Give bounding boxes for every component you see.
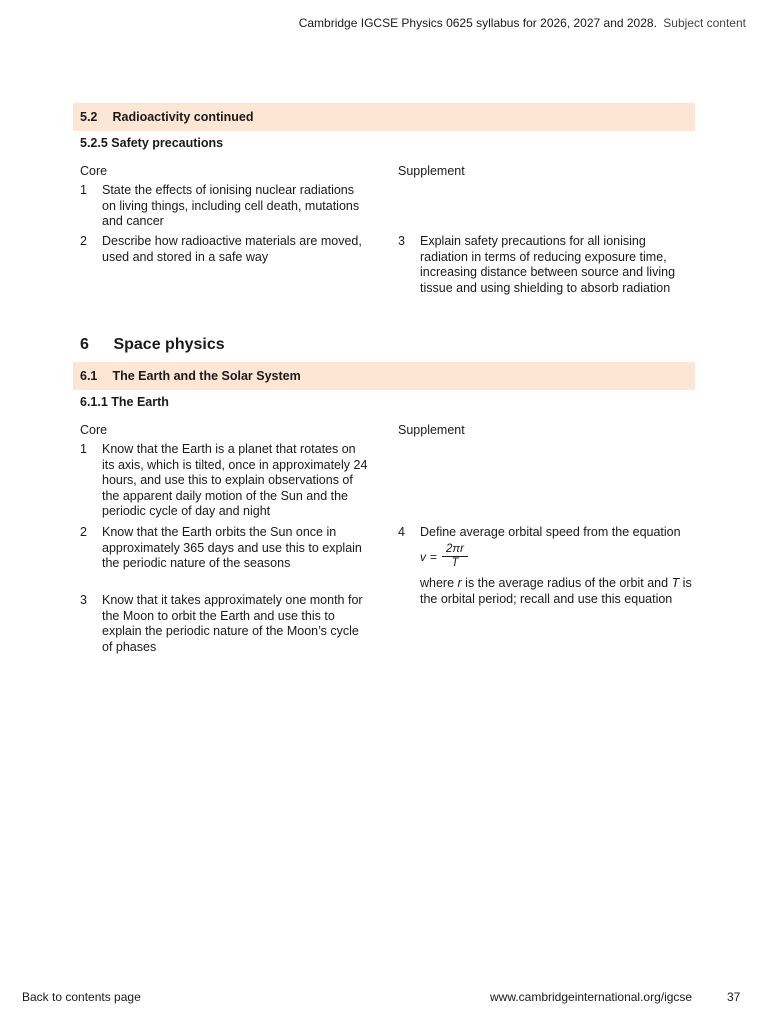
document-title: Cambridge IGCSE Physics 0625 syllabus for 2026, 2027 and 2028. bbox=[298, 16, 657, 30]
item-number: 3 bbox=[398, 234, 405, 248]
text-run: is the orbital period; recall and use this equation bbox=[420, 576, 692, 606]
core-item bbox=[80, 234, 370, 265]
subsection-heading: 6.1.1 The Earth bbox=[80, 395, 169, 409]
back-to-contents-link[interactable]: Back to contents page bbox=[22, 990, 141, 1004]
fraction bbox=[442, 543, 468, 570]
item-text: Explain safety precautions for all ionising radiation in terms of reducing exposure time, increasing distance between source and living tissue and using shielding to absorb radiation bbox=[420, 234, 676, 295]
section-number: 6.1 bbox=[80, 369, 98, 383]
core-item bbox=[80, 525, 370, 572]
section-bar-6-1 bbox=[73, 362, 695, 390]
item-number: 2 bbox=[80, 234, 87, 248]
chapter-heading bbox=[80, 336, 225, 354]
equals-sign: = bbox=[430, 550, 438, 564]
supplement-item bbox=[398, 525, 698, 541]
core-column-heading: Core bbox=[80, 164, 108, 178]
supplement-column-heading: Supplement bbox=[398, 423, 465, 437]
equation-lhs: v bbox=[420, 550, 426, 564]
text-run: is the average radius of the orbit and bbox=[461, 576, 672, 590]
item-number: 3 bbox=[80, 593, 87, 607]
section-title: The Earth and the Solar System bbox=[112, 369, 301, 383]
supplement-item bbox=[398, 234, 688, 296]
item-number: 2 bbox=[80, 525, 87, 539]
core-item bbox=[80, 593, 370, 655]
page-number: 37 bbox=[727, 990, 741, 1004]
core-item bbox=[80, 183, 370, 230]
section-number: 5.2 bbox=[80, 110, 98, 124]
variable-T: T bbox=[671, 576, 680, 590]
item-text: Know that it takes approximately one month for the Moon to orbit the Earth and use this to explain the periodic nature of the Moon’s cycle of phases bbox=[102, 593, 363, 654]
website-link[interactable]: www.cambridgeinternational.org/igcse bbox=[490, 990, 693, 1004]
item-text: Know that the Earth orbits the Sun once in approximately 365 days and use this to explain the periodic nature of the seasons bbox=[102, 525, 362, 571]
core-item bbox=[80, 442, 370, 520]
item-number: 4 bbox=[398, 525, 405, 539]
supplement-column-heading: Supplement bbox=[398, 164, 465, 178]
fraction-numerator: 2πr bbox=[442, 543, 468, 557]
subsection-heading: 5.2.5 Safety precautions bbox=[80, 136, 224, 150]
item-number: 1 bbox=[80, 183, 87, 197]
item-text: Know that the Earth is a planet that rotates on its axis, which is tilted, once in approximately 24 hours, and use this to explain observations of the apparent daily motion of the Sun and the periodic cycle of day and night bbox=[102, 442, 368, 519]
chapter-title: Space physics bbox=[113, 336, 225, 353]
core-column-heading: Core bbox=[80, 423, 108, 437]
variable-r: r bbox=[457, 576, 462, 590]
chapter-number: 6 bbox=[80, 336, 89, 353]
item-text: Define average orbital speed from the equation bbox=[420, 525, 681, 539]
section-title: Radioactivity continued bbox=[112, 110, 254, 124]
item-number: 1 bbox=[80, 442, 87, 456]
fraction-denominator: T bbox=[451, 557, 459, 569]
page-header bbox=[299, 16, 746, 30]
section-bar-5-2 bbox=[73, 103, 695, 131]
item-text: Describe how radioactive materials are moved, used and stored in a safe way bbox=[102, 234, 362, 264]
section-label: Subject content bbox=[663, 16, 746, 30]
text-run: where bbox=[420, 576, 458, 590]
item-text: State the effects of ionising nuclear radiations on living things, including cell death, mutations and cancer bbox=[102, 183, 360, 229]
equation-explanation bbox=[420, 576, 710, 607]
